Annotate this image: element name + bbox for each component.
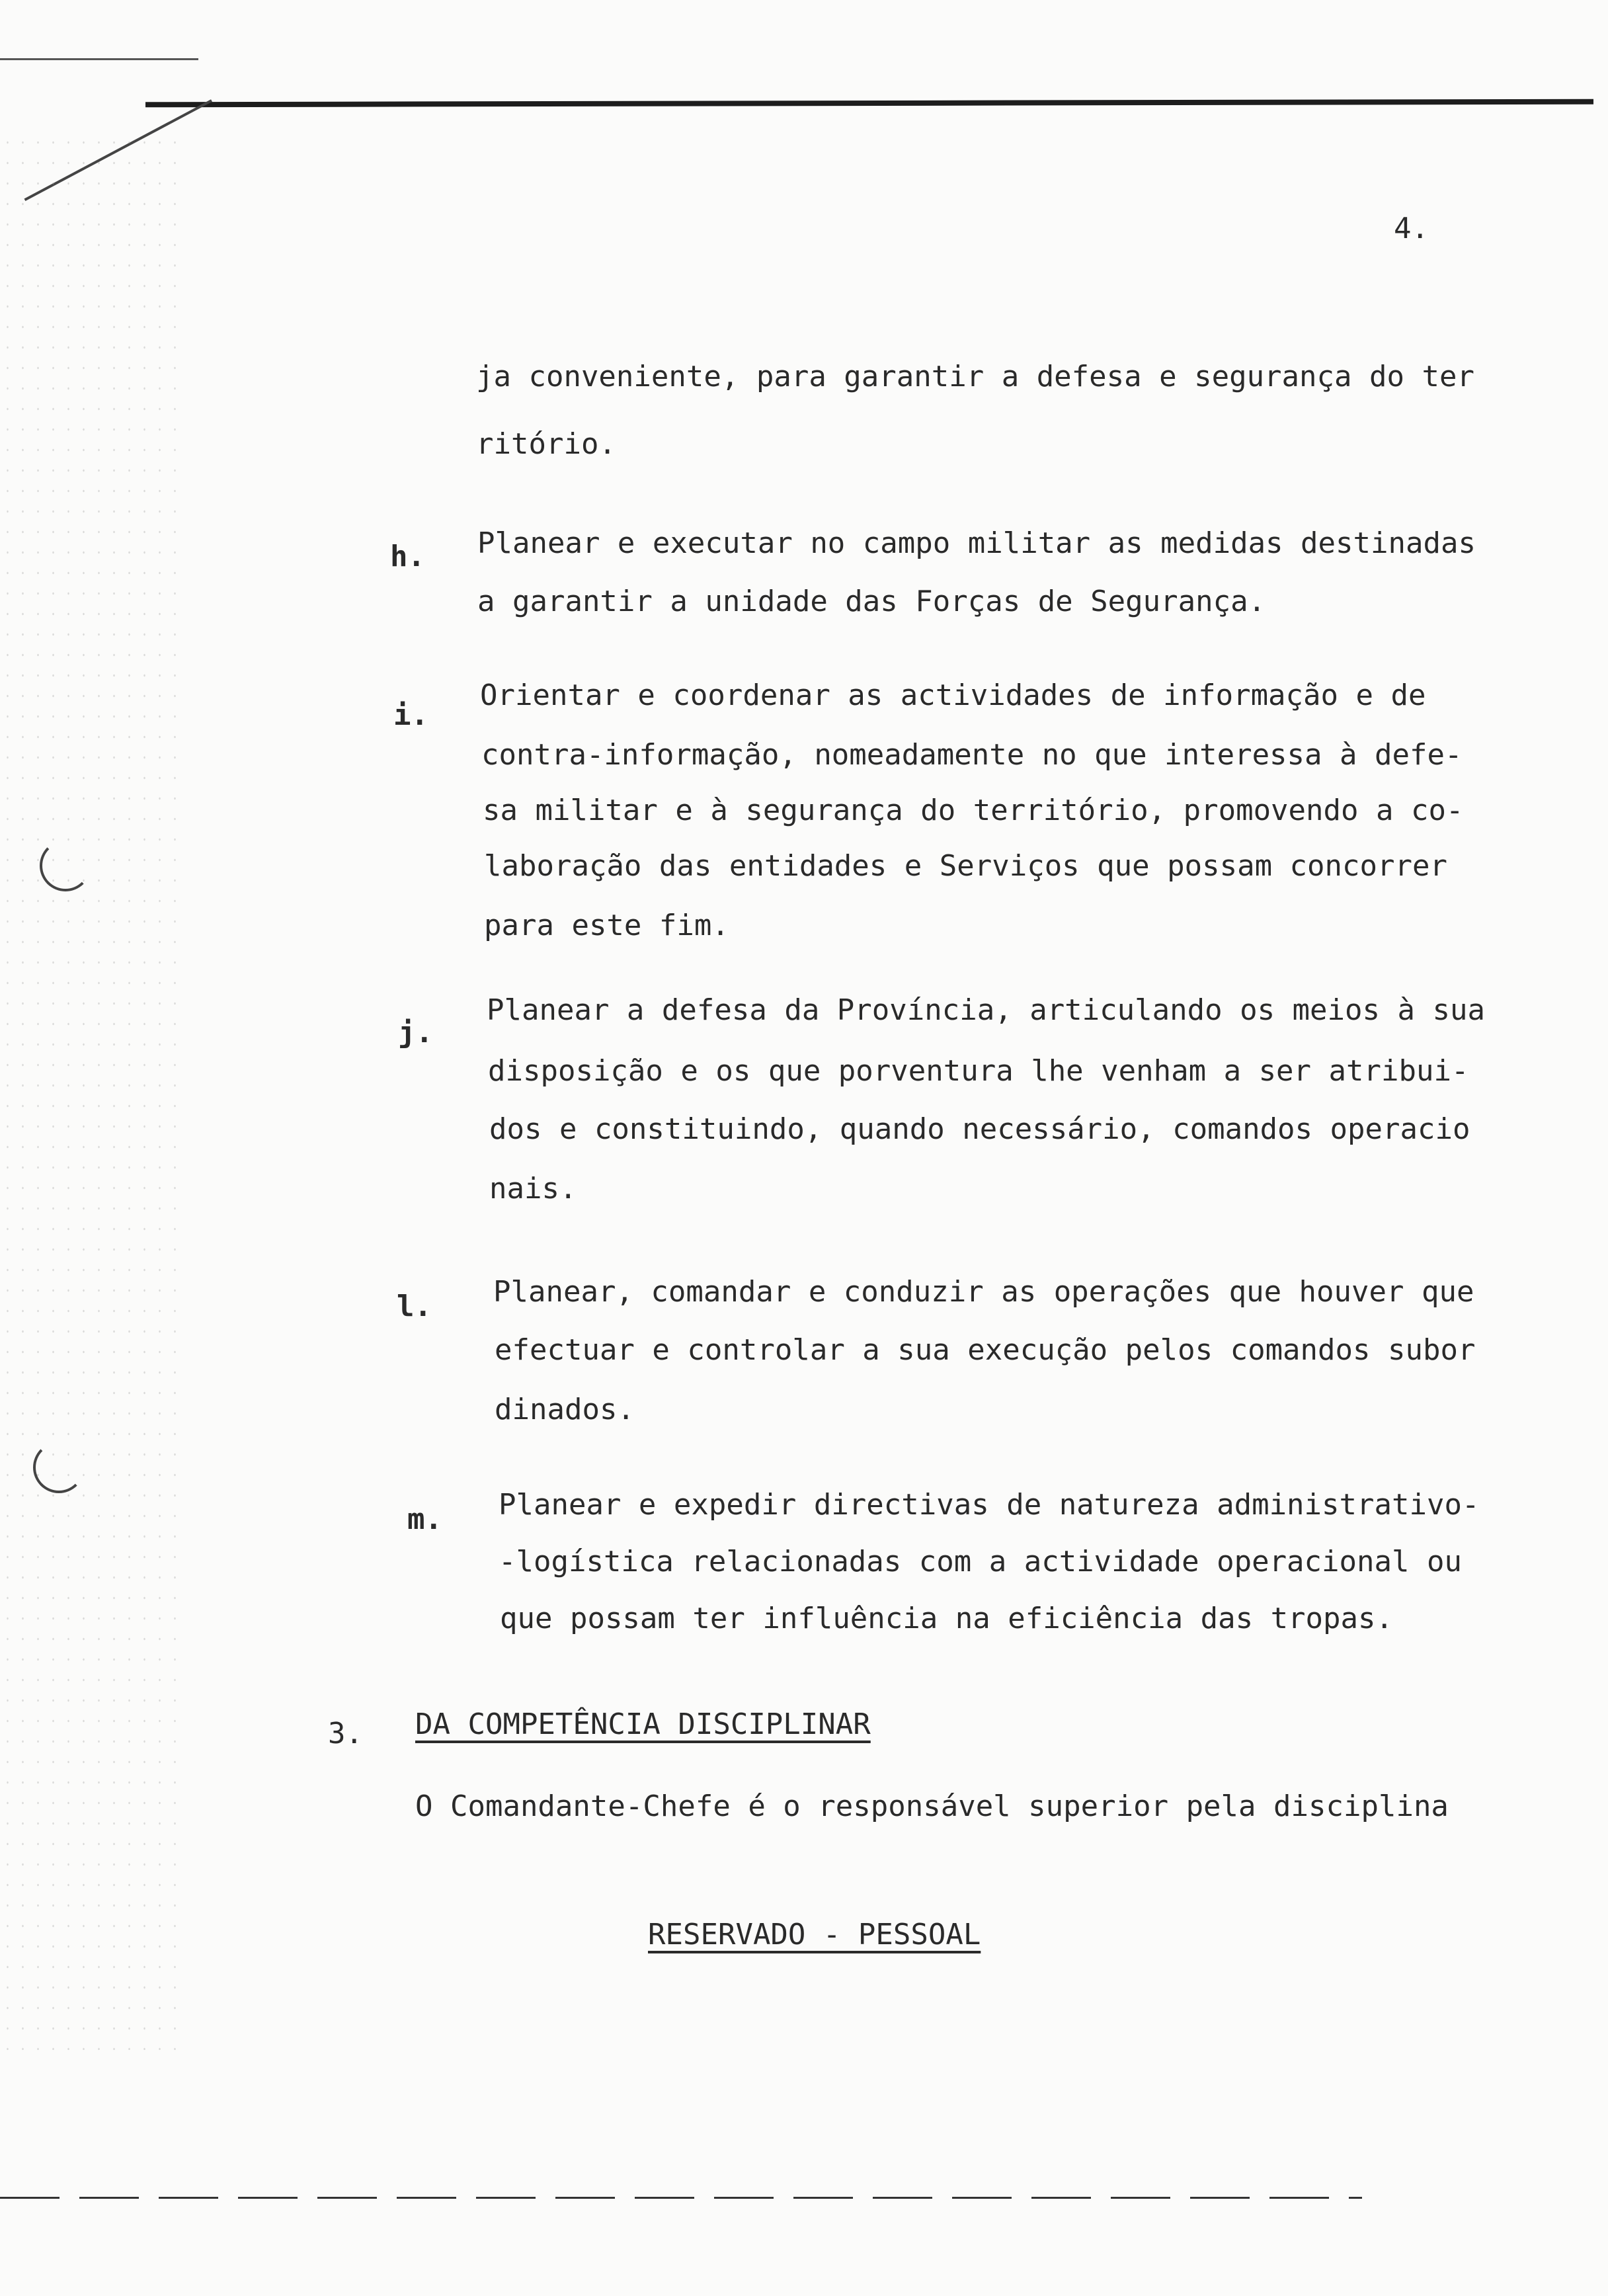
- text-line: ja conveniente, para garantir a defesa e segurança do ter: [476, 360, 1474, 393]
- text-line: que possam ter influência na eficiência das tropas.: [500, 1602, 1394, 1635]
- text-line: nais.: [489, 1172, 577, 1206]
- item-marker: m.: [407, 1502, 442, 1536]
- bottom-rule: [0, 2197, 1362, 2199]
- margin-speckle: [0, 132, 185, 2050]
- page-number: 4.: [1394, 212, 1429, 245]
- item-marker: j.: [398, 1016, 433, 1049]
- text-line: Planear e expedir directivas de natureza administrativo-: [499, 1488, 1480, 1522]
- classification-footer: RESERVADO - PESSOAL: [648, 1918, 981, 1951]
- item-marker: i.: [393, 698, 428, 732]
- text-line: dinados.: [495, 1393, 635, 1426]
- text-line: ritório.: [476, 427, 616, 461]
- text-line: Orientar e coordenar as actividades de informação e de: [480, 678, 1426, 712]
- text-line: O Comandante-Chefe é o responsável superior pela disciplina: [415, 1789, 1449, 1823]
- top-rule: [145, 99, 1593, 108]
- text-line: efectuar e controlar a sua execução pelos comandos subor: [495, 1333, 1476, 1367]
- item-marker: l.: [397, 1290, 432, 1323]
- text-line: disposição e os que porventura lhe venham a ser atribui-: [488, 1054, 1469, 1088]
- text-line: laboração das entidades e Serviços que possam concorrer: [484, 849, 1447, 883]
- text-line: para este fim.: [484, 909, 729, 942]
- text-line: Planear a defesa da Província, articulando os meios à sua: [487, 993, 1485, 1027]
- section-heading: DA COMPETÊNCIA DISCIPLINAR: [415, 1707, 871, 1741]
- text-line: a garantir a unidade das Forças de Segurança.: [477, 585, 1266, 618]
- top-left-rule: [0, 58, 198, 60]
- text-line: sa militar e à segurança do território, promovendo a co-: [483, 794, 1464, 827]
- text-line: contra-informação, nomeadamente no que interessa à defe-: [481, 738, 1463, 772]
- text-line: Planear, comandar e conduzir as operações que houver que: [493, 1275, 1474, 1309]
- text-line: dos e constituindo, quando necessário, comandos operacio: [489, 1112, 1470, 1146]
- punch-hole-mark: [40, 840, 91, 891]
- item-marker: h.: [390, 540, 425, 573]
- text-line: -logística relacionadas com a actividade operacional ou: [499, 1545, 1462, 1578]
- punch-hole-mark: [33, 1442, 85, 1493]
- text-line: Planear e executar no campo militar as medidas destinadas: [477, 526, 1476, 560]
- section-number: 3.: [328, 1717, 363, 1750]
